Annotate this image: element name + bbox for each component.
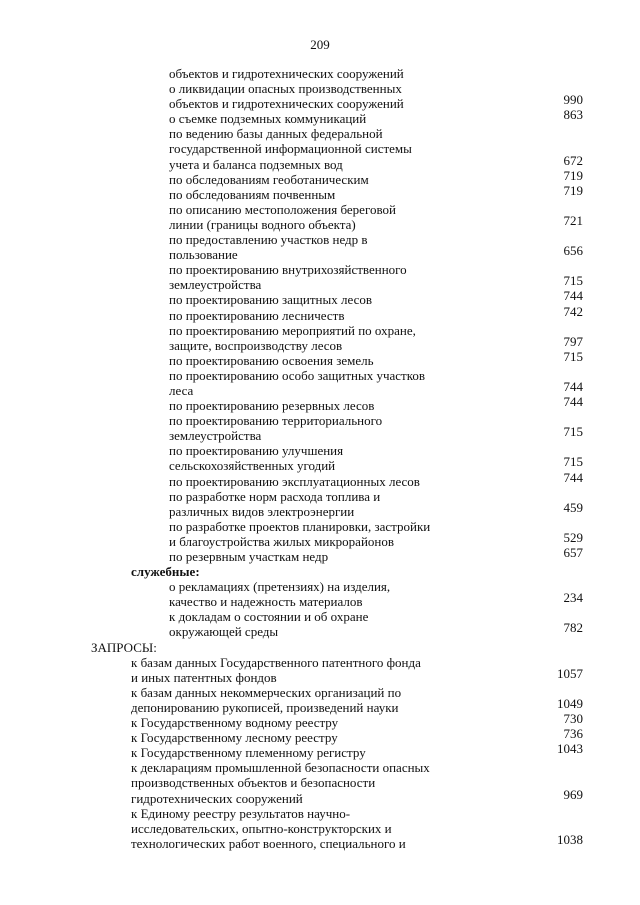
- index-line: [0, 590, 640, 610]
- index-line: [0, 323, 640, 338]
- index-line: [0, 81, 640, 96]
- index-line: [0, 821, 640, 836]
- index-line: [0, 126, 640, 141]
- entry-text: к базам данных некоммерческих организаций по: [131, 684, 402, 700]
- entry-text: линии (границы водного объекта): [169, 216, 356, 232]
- entry-text: к Государственному племенному регистру: [131, 745, 366, 761]
- page-reference: 459: [563, 499, 583, 515]
- index-line: [0, 620, 640, 640]
- entry-text: гидротехнических сооружений: [131, 790, 303, 806]
- entry-text: по проектированию внутрихозяйственного: [169, 262, 407, 278]
- entry-text: защите, воспроизводству лесов: [169, 337, 343, 353]
- entry-text: по обследованиям геоботаническим: [169, 171, 369, 187]
- entry-text: о съемке подземных коммуникаций: [169, 111, 367, 127]
- index-line: [0, 348, 640, 368]
- page-reference: 744: [563, 378, 583, 394]
- index-line: [0, 413, 640, 428]
- page-reference: 990: [563, 92, 583, 108]
- index-line: [0, 469, 640, 489]
- page-reference: 715: [563, 273, 583, 289]
- page-reference: 715: [563, 424, 583, 440]
- index-line: [0, 394, 640, 414]
- index-line: [0, 454, 640, 474]
- section-heading: ЗАПРОСЫ:: [91, 639, 157, 655]
- index-line: [0, 303, 640, 323]
- page-reference: 863: [563, 107, 583, 123]
- entry-text: по разработке норм расхода топлива и: [169, 488, 381, 504]
- entry-text: объектов и гидротехнических сооружений: [169, 96, 404, 112]
- index-line: [0, 640, 640, 655]
- entry-text: исследовательских, опытно-конструкторских и: [131, 820, 392, 836]
- page-reference: 656: [563, 243, 583, 259]
- entry-text: объектов и гидротехнических сооружений: [169, 66, 404, 81]
- index-line: [0, 243, 640, 263]
- page-reference: 744: [563, 394, 583, 410]
- index-line: [0, 564, 640, 579]
- index-line: [0, 212, 640, 232]
- index-line: [0, 273, 640, 293]
- entry-text: к базам данных Государственного патентного фонда: [131, 654, 421, 670]
- index-line: [0, 726, 640, 746]
- page-reference: 1049: [557, 695, 583, 711]
- page-reference: 1057: [557, 665, 583, 681]
- index-line: [0, 262, 640, 277]
- entry-text: пользование: [169, 247, 238, 263]
- index-line: [0, 741, 640, 761]
- entry-text: землеустройства: [169, 428, 262, 444]
- index-line: [0, 424, 640, 444]
- entry-text: по проектированию лесничеств: [169, 307, 345, 323]
- index-line: [0, 665, 640, 685]
- entry-text: и благоустройства жилых микрорайонов: [169, 533, 395, 549]
- entry-text: по проектированию резервных лесов: [169, 398, 375, 414]
- page-reference: 715: [563, 348, 583, 364]
- entry-text: качество и надежность материалов: [169, 594, 363, 610]
- page-reference: 234: [563, 590, 583, 606]
- entry-text: по проектированию эксплуатационных лесов: [169, 473, 420, 489]
- page-reference: 721: [563, 212, 583, 228]
- entry-text: к декларациям промышленной безопасности опасных: [131, 760, 430, 776]
- entry-text: по ведению базы данных федеральной: [169, 126, 383, 142]
- index-line: [0, 579, 640, 594]
- entry-text: к Государственному лесному реестру: [131, 730, 338, 746]
- index-line: [0, 760, 640, 775]
- entry-text: государственной информационной системы: [169, 141, 412, 157]
- entry-text: учета и баланса подземных вод: [169, 156, 343, 172]
- page-reference: 657: [563, 545, 583, 560]
- index-line: [0, 806, 640, 821]
- entry-text: леса: [169, 382, 194, 398]
- index-line: [0, 775, 640, 790]
- page-reference: 744: [563, 469, 583, 485]
- entry-text: производственных объектов и безопасности: [131, 775, 376, 791]
- entry-text: по проектированию защитных лесов: [169, 292, 372, 308]
- index-line: [0, 202, 640, 217]
- page-reference: 744: [563, 288, 583, 304]
- entry-text: о рекламациях (претензиях) на изделия,: [169, 579, 391, 595]
- index-line: [0, 655, 640, 670]
- page-reference: 736: [563, 726, 583, 742]
- index-line: [0, 443, 640, 458]
- index-line: [0, 831, 640, 851]
- index-line: [0, 152, 640, 172]
- entry-text: по проектированию мероприятий по охране,: [169, 322, 416, 338]
- index-line: [0, 167, 640, 187]
- index-line: [0, 489, 640, 504]
- entry-text: по разработке проектов планировки, застройки: [169, 518, 431, 534]
- entry-text: окружающей среды: [169, 624, 279, 640]
- entry-text: по предоставлению участков недр в: [169, 232, 368, 248]
- page-reference: 719: [563, 182, 583, 198]
- page-reference: 969: [563, 786, 583, 802]
- entry-text: по обследованиям почвенным: [169, 186, 336, 202]
- entry-text: различных видов электроэнергии: [169, 503, 355, 519]
- index-line: [0, 288, 640, 308]
- index-line: [0, 182, 640, 202]
- page-reference: 782: [563, 620, 583, 636]
- entry-text: к Единому реестру результатов научно-: [131, 805, 351, 821]
- index-line: [0, 107, 640, 127]
- index-line: [0, 141, 640, 156]
- entry-text: о ликвидации опасных производственных: [169, 81, 402, 97]
- index-line: [0, 378, 640, 398]
- page-reference: 730: [563, 711, 583, 727]
- index-line: [0, 333, 640, 353]
- index-line: [0, 519, 640, 534]
- entry-text: к Государственному водному реестру: [131, 715, 339, 731]
- page-reference: 672: [563, 152, 583, 168]
- entry-text: к докладам о состоянии и об охране: [169, 609, 369, 625]
- page-reference: 719: [563, 167, 583, 183]
- page-reference: 1038: [557, 831, 583, 847]
- page-reference: 742: [563, 303, 583, 319]
- index-line: [0, 368, 640, 383]
- page-number: 209: [310, 37, 330, 52]
- entry-text: землеустройства: [169, 277, 262, 293]
- page-reference: 715: [563, 454, 583, 470]
- entry-text: сельскохозяйственных угодий: [169, 458, 336, 474]
- entry-text: по проектированию особо защитных участков: [169, 367, 425, 383]
- index-line: [0, 786, 640, 806]
- subsection-heading: служебные:: [131, 564, 200, 580]
- page-reference: 1043: [557, 741, 583, 757]
- entry-text: депонированию рукописей, произведений науки: [131, 699, 399, 715]
- index-line: [0, 92, 640, 112]
- index-line: [0, 609, 640, 624]
- entry-text: по проектированию освоения земель: [169, 352, 374, 368]
- index-line: [0, 685, 640, 700]
- entry-text: по описанию местоположения береговой: [169, 201, 396, 217]
- entry-text: по проектированию территориального: [169, 413, 383, 429]
- index-list: [0, 66, 640, 851]
- entry-text: технологических работ военного, специального и: [131, 835, 406, 851]
- index-line: [0, 529, 640, 549]
- index-line: [0, 499, 640, 519]
- entry-text: по проектированию улучшения: [169, 443, 344, 459]
- index-line: [0, 695, 640, 715]
- index-line: [0, 66, 640, 81]
- index-line: [0, 232, 640, 247]
- entry-text: и иных патентных фондов: [131, 669, 277, 685]
- index-line: [0, 545, 640, 564]
- entry-text: по резервным участкам недр: [169, 549, 329, 564]
- page-reference: 797: [563, 333, 583, 349]
- page-reference: 529: [563, 529, 583, 545]
- index-line: [0, 711, 640, 731]
